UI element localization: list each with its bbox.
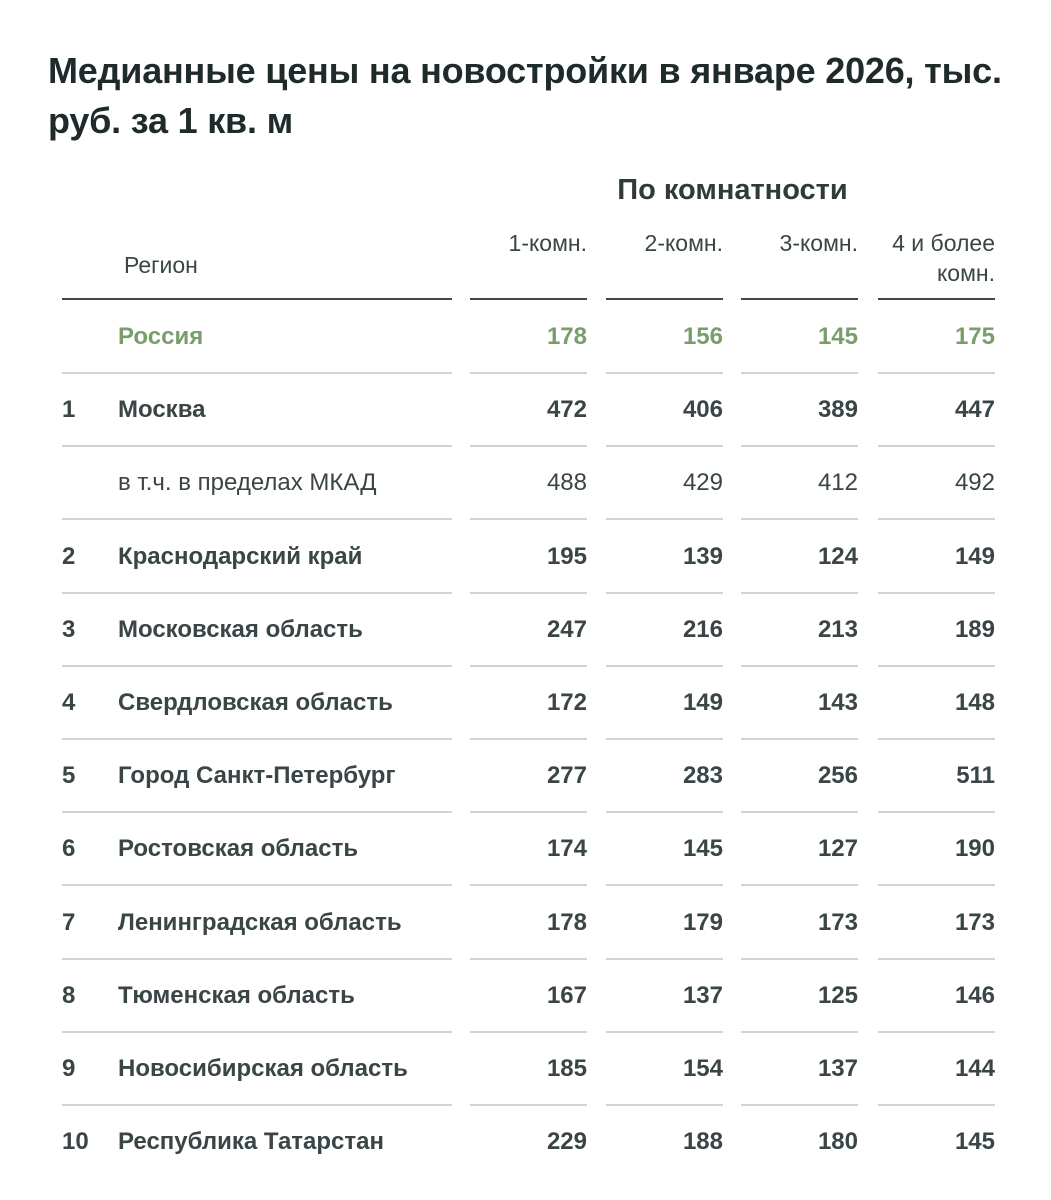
row-divider: [606, 958, 723, 960]
row-value-col-2: 139: [682, 543, 723, 570]
row-divider: [606, 445, 723, 447]
group-header-rooms: По комнатности: [617, 174, 848, 206]
row-divider: [878, 738, 995, 740]
row-divider: [62, 811, 452, 813]
row-divider: [606, 1031, 723, 1033]
row-divider: [878, 811, 995, 813]
row-divider: [741, 592, 858, 594]
row-divider: [606, 1104, 723, 1106]
row-value-col-2: 145: [682, 835, 723, 862]
row-value-col-1: 195: [546, 543, 587, 570]
row-value-col-1: 185: [546, 1055, 587, 1082]
row-value-col-3: 127: [817, 835, 858, 862]
row-divider: [741, 665, 858, 667]
row-value-col-4: 175: [954, 323, 995, 350]
header-divider: [62, 298, 452, 300]
row-divider: [62, 738, 452, 740]
row-value-col-3: 145: [817, 323, 858, 350]
row-divider: [470, 518, 587, 520]
row-value-col-2: 156: [682, 323, 723, 350]
row-divider: [62, 1031, 452, 1033]
row-region-name: Свердловская область: [118, 689, 393, 716]
row-region-name: Республика Татарстан: [118, 1128, 385, 1155]
row-value-col-1: 472: [546, 396, 587, 423]
row-divider: [878, 884, 995, 886]
row-divider: [470, 665, 587, 667]
row-value-col-1: 174: [546, 835, 587, 862]
row-value-col-2: 283: [682, 762, 723, 789]
row-value-col-3: 143: [817, 689, 858, 716]
row-rank: 4: [62, 689, 76, 716]
row-divider: [741, 738, 858, 740]
row-value-col-4: 145: [954, 1128, 995, 1155]
row-rank: 10: [62, 1128, 89, 1155]
row-divider: [470, 1104, 587, 1106]
row-value-col-1: 247: [546, 616, 587, 643]
row-divider: [741, 1104, 858, 1106]
row-value-col-1: 167: [546, 982, 587, 1009]
column-header-region: Регион: [124, 252, 198, 278]
row-divider: [62, 884, 452, 886]
row-divider: [470, 811, 587, 813]
row-divider: [606, 738, 723, 740]
row-divider: [878, 1104, 995, 1106]
row-divider: [878, 1031, 995, 1033]
row-value-col-3: 389: [817, 396, 858, 423]
page-title: Медианные цены на новостройки в январе 2026, тыс. руб. за 1 кв. м: [48, 50, 1002, 141]
row-value-col-2: 154: [682, 1055, 723, 1082]
row-value-col-1: 488: [546, 469, 587, 496]
row-region-name: Московская область: [118, 616, 363, 643]
row-region-name: Город Санкт-Петербург: [118, 762, 396, 789]
header-divider: [878, 298, 995, 300]
row-rank: 5: [62, 762, 76, 789]
row-divider: [878, 518, 995, 520]
row-divider: [606, 592, 723, 594]
row-value-col-2: 137: [682, 982, 723, 1009]
row-divider: [741, 811, 858, 813]
row-region-name: Москва: [118, 396, 206, 423]
row-region-name: в т.ч. в пределах МКАД: [118, 469, 377, 496]
row-value-col-3: 213: [817, 616, 858, 643]
row-value-col-1: 178: [546, 323, 587, 350]
column-header-1-room: 1-комн.: [508, 230, 587, 256]
row-rank: 1: [62, 396, 76, 423]
row-divider: [741, 372, 858, 374]
row-rank: 6: [62, 835, 76, 862]
row-value-col-4: 447: [954, 396, 995, 423]
header-divider: [606, 298, 723, 300]
row-region-name: Новосибирская область: [118, 1055, 408, 1082]
row-divider: [606, 665, 723, 667]
row-divider: [878, 665, 995, 667]
row-value-col-1: 229: [546, 1128, 587, 1155]
row-divider: [62, 958, 452, 960]
row-divider: [878, 958, 995, 960]
row-value-col-3: 180: [817, 1128, 858, 1155]
row-divider: [470, 958, 587, 960]
row-value-col-4: 148: [954, 689, 995, 716]
row-divider: [741, 884, 858, 886]
row-value-col-4: 511: [956, 762, 995, 789]
row-region-name: Ростовская область: [118, 835, 359, 862]
row-value-col-3: 173: [817, 909, 858, 936]
row-divider: [62, 445, 452, 447]
row-rank: 2: [62, 543, 76, 570]
row-divider: [470, 372, 587, 374]
row-divider: [606, 372, 723, 374]
row-value-col-2: 188: [682, 1128, 723, 1155]
row-rank: 7: [62, 909, 76, 936]
row-divider: [62, 372, 452, 374]
row-divider: [470, 1031, 587, 1033]
row-rank: 8: [62, 982, 76, 1009]
row-rank: 9: [62, 1055, 76, 1082]
row-divider: [878, 592, 995, 594]
row-value-col-1: 178: [546, 909, 587, 936]
row-divider: [470, 592, 587, 594]
row-value-col-1: 277: [546, 762, 587, 789]
row-value-col-3: 137: [817, 1055, 858, 1082]
row-value-col-3: 124: [817, 543, 858, 570]
row-value-col-1: 172: [546, 689, 587, 716]
row-divider: [62, 518, 452, 520]
row-divider: [606, 518, 723, 520]
row-divider: [470, 884, 587, 886]
header-divider: [470, 298, 587, 300]
row-divider: [741, 1031, 858, 1033]
row-value-col-3: 412: [817, 469, 858, 496]
row-value-col-2: 149: [682, 689, 723, 716]
row-divider: [62, 592, 452, 594]
row-divider: [470, 445, 587, 447]
row-region-name: Краснодарский край: [118, 543, 363, 570]
row-value-col-2: 406: [682, 396, 723, 423]
row-divider: [606, 884, 723, 886]
row-divider: [470, 738, 587, 740]
column-header-4-plus-room: 4 и более комн.: [892, 230, 995, 286]
row-divider: [741, 518, 858, 520]
row-value-col-2: 179: [682, 909, 723, 936]
row-divider: [878, 372, 995, 374]
row-value-col-3: 256: [817, 762, 858, 789]
row-divider: [741, 958, 858, 960]
row-region-name: Ленинградская область: [118, 909, 402, 936]
row-divider: [878, 445, 995, 447]
row-divider: [606, 811, 723, 813]
row-value-col-3: 125: [817, 982, 858, 1009]
row-value-col-4: 146: [954, 982, 995, 1009]
row-divider: [62, 665, 452, 667]
row-divider: [62, 1104, 452, 1106]
column-header-3-room: 3-комн.: [779, 230, 858, 256]
row-value-col-2: 429: [682, 469, 723, 496]
row-value-col-4: 189: [954, 616, 995, 643]
column-header-2-room: 2-комн.: [644, 230, 723, 256]
row-region-name: Россия: [118, 323, 204, 350]
row-value-col-4: 149: [954, 543, 995, 570]
row-region-name: Тюменская область: [118, 982, 355, 1009]
row-rank: 3: [62, 616, 76, 643]
row-value-col-4: 492: [954, 469, 995, 496]
row-value-col-4: 173: [954, 909, 995, 936]
header-divider: [741, 298, 858, 300]
row-value-col-2: 216: [682, 616, 723, 643]
row-divider: [741, 445, 858, 447]
row-value-col-4: 144: [954, 1055, 995, 1082]
row-value-col-4: 190: [954, 835, 995, 862]
